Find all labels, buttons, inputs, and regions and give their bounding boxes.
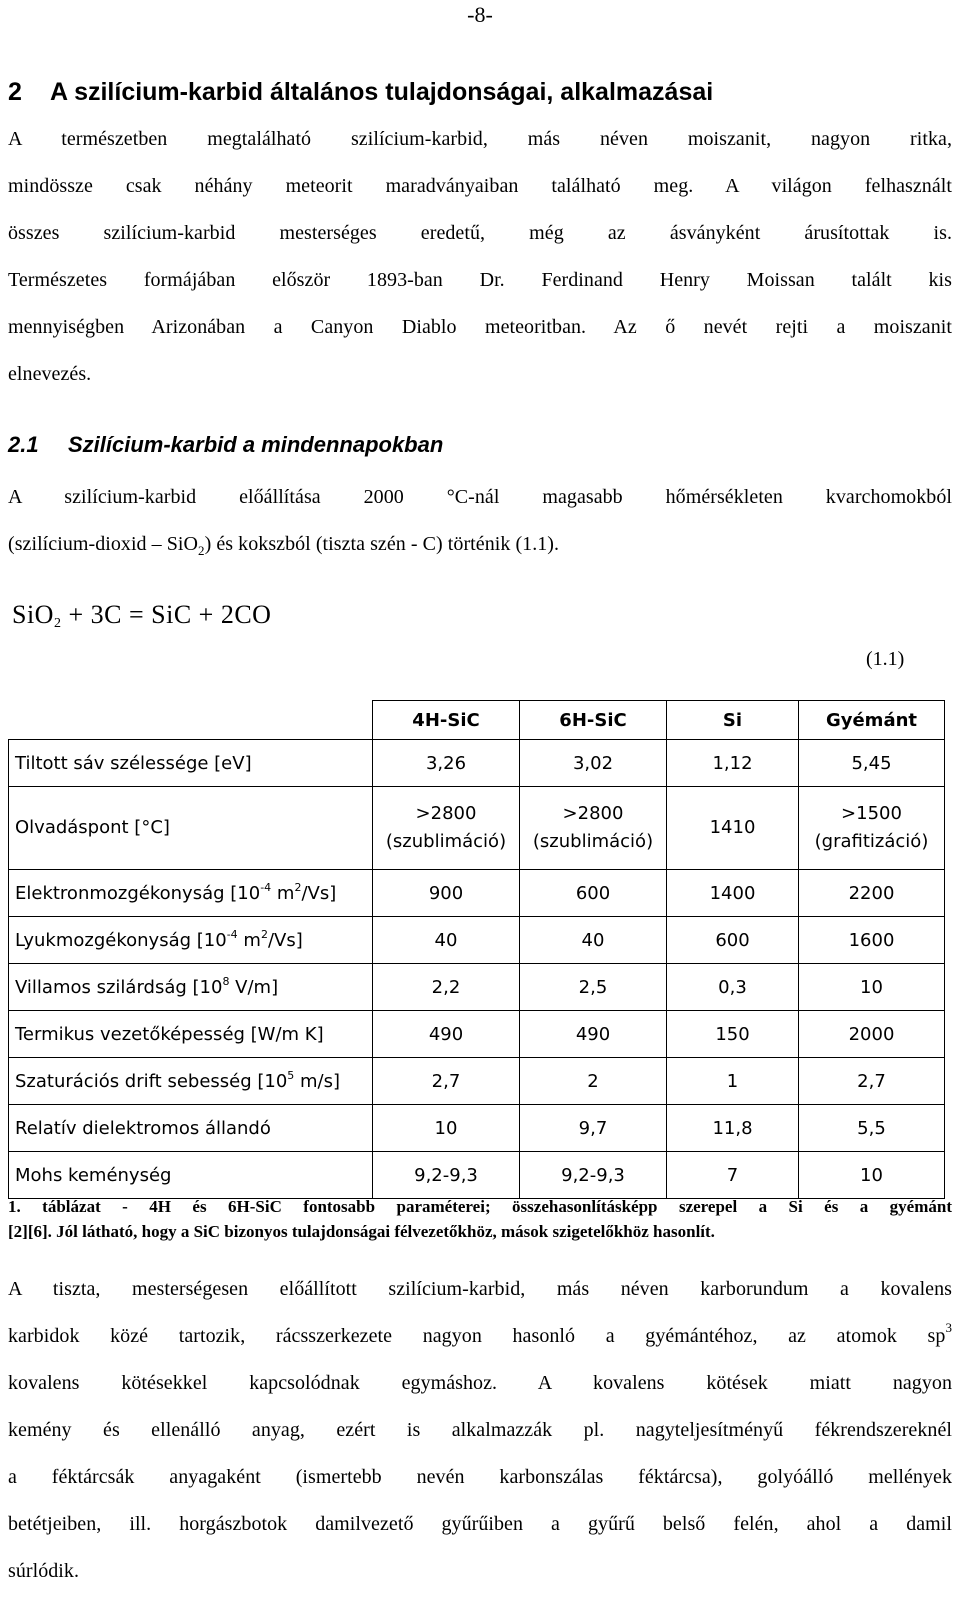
section-number: 2: [8, 78, 22, 106]
table-cell: >2800 (szublimáció): [520, 787, 667, 870]
table-cell: 40: [373, 917, 520, 964]
table-cell: >1500 (grafitizáció): [799, 787, 945, 870]
final-line-text: karbidok közé tartozik, rácsszerkezete nagyon hasonló a gyémántéhoz, az atomok sp: [8, 1325, 946, 1347]
equation-number: (1.1): [866, 648, 905, 670]
equation-lhs: SiO: [12, 600, 54, 629]
sub-line-2-rest: ) és kokszból (tiszta szén - C) történik (1.1).: [204, 533, 560, 555]
row-label: [9, 870, 373, 917]
row-label-text: Elektronmozgékonyság [10: [15, 882, 261, 904]
row-label: Termikus vezetőképesség [W/m K]: [9, 1011, 373, 1058]
final-line: a féktárcsák anyagaként (ismertebb nevén karbonszálas féktárcsa), golyóálló mellények: [8, 1466, 952, 1488]
table-row: [9, 740, 945, 787]
table-header-cell: Si: [667, 701, 799, 740]
table-row: [9, 870, 945, 917]
subsection-number: 2.1: [8, 432, 39, 457]
table-cell: 2200: [799, 870, 945, 917]
caption-line: 1. táblázat - 4H és 6H-SiC fontosabb paraméterei; összehasonlításképp szerepel a Si és a gyémánt: [8, 1197, 952, 1216]
superscript: -4: [260, 880, 272, 894]
table-caption: [8, 1194, 952, 1244]
intro-line: mindössze csak néhány meteorit maradványaiban található meg. A világon felhasznált: [8, 175, 952, 197]
table-cell: 2000: [799, 1011, 945, 1058]
superscript: 5: [287, 1068, 295, 1082]
properties-table: [8, 700, 945, 1199]
table-row: [9, 787, 945, 870]
table-cell: 150: [667, 1011, 799, 1058]
sub-line-2-text: (szilícium-dioxid – SiO: [8, 533, 199, 555]
table-cell: 10: [799, 1152, 945, 1199]
superscript: 8: [222, 974, 230, 988]
table-cell: >2800 (szublimáció): [373, 787, 520, 870]
row-label: Relatív dielektromos állandó: [9, 1105, 373, 1152]
sub-line-1: A szilícium-karbid előállítása 2000 °C-nál magasabb hőmérsékleten kvarchomokból: [8, 486, 952, 508]
row-label: Mohs keménység: [9, 1152, 373, 1199]
table-cell: 0,3: [667, 964, 799, 1011]
superscript: -4: [226, 927, 238, 941]
final-line: betétjeiben, ill. horgászbotok damilvezető gyűrűiben a gyűrű belső felén, ahol a damil: [8, 1513, 952, 1535]
final-line: A tiszta, mesterségesen előállított szilícium-karbid, más néven karborundum a kovalens: [8, 1278, 952, 1300]
final-line: kovalens kötésekkel kapcsolódnak egymáshoz. A kovalens kötések miatt nagyon: [8, 1372, 952, 1394]
superscript: 3: [945, 1320, 952, 1335]
table-cell: 2,5: [520, 964, 667, 1011]
row-label-text: m/s]: [294, 1070, 341, 1092]
table-header-cell: 6H-SiC: [520, 701, 667, 740]
row-label-text: Lyukmozgékonyság [10: [15, 929, 227, 951]
row-label-text: /Vs]: [267, 929, 303, 951]
row-label-text: Villamos szilárdság [10: [15, 976, 223, 998]
table-corner-cell: [9, 701, 373, 740]
table-cell: 1600: [799, 917, 945, 964]
table-cell: 2,7: [799, 1058, 945, 1105]
final-paragraph: [8, 1266, 952, 1595]
table-cell: 490: [373, 1011, 520, 1058]
subscript: 2: [198, 543, 205, 558]
equation-rest: + 3C = SiC + 2CO: [61, 600, 272, 629]
row-label: Tiltott sáv szélessége [eV]: [9, 740, 373, 787]
table-cell: 1410: [667, 787, 799, 870]
row-label-text: m: [271, 882, 295, 904]
equation: [12, 600, 271, 632]
table-row: [9, 917, 945, 964]
table-cell: 900: [373, 870, 520, 917]
table-cell: 1: [667, 1058, 799, 1105]
table-cell: 10: [799, 964, 945, 1011]
intro-line: Természetes formájában először 1893-ban Dr. Ferdinand Henry Moissan talált kis: [8, 269, 952, 291]
intro-line: mennyiségben Arizonában a Canyon Diablo meteoritban. Az ő nevét rejti a moiszanit: [8, 316, 952, 338]
sub-line-2: [8, 521, 952, 568]
subsection-paragraph: [8, 474, 952, 568]
table-cell: 7: [667, 1152, 799, 1199]
row-label: [9, 1058, 373, 1105]
table-cell: 9,7: [520, 1105, 667, 1152]
table-cell: 3,02: [520, 740, 667, 787]
table-cell: 9,2-9,3: [373, 1152, 520, 1199]
table-row: [9, 1105, 945, 1152]
table-cell: 600: [667, 917, 799, 964]
table-header-row: [9, 701, 945, 740]
subsection-title: Szilícium-karbid a mindennapokban: [68, 432, 444, 457]
table-header-cell: Gyémánt: [799, 701, 945, 740]
section-title: A szilícium-karbid általános tulajdonságai, alkalmazásai: [50, 78, 714, 106]
table-cell: 1400: [667, 870, 799, 917]
table-cell: 11,8: [667, 1105, 799, 1152]
row-label-text: /Vs]: [301, 882, 337, 904]
row-label: Olvadáspont [°C]: [9, 787, 373, 870]
table-row: [9, 1011, 945, 1058]
table-cell: 600: [520, 870, 667, 917]
row-label-text: m: [237, 929, 261, 951]
page-number: -8-: [467, 2, 493, 27]
intro-paragraph: [8, 116, 952, 398]
table-cell: 2: [520, 1058, 667, 1105]
row-label: [9, 964, 373, 1011]
intro-line: összes szilícium-karbid mesterséges eredetű, még az ásványként árusítottak is.: [8, 222, 952, 244]
table-header-cell: 4H-SiC: [373, 701, 520, 740]
table-row: [9, 1058, 945, 1105]
final-line: kemény és ellenálló anyag, ezért is alkalmazzák pl. nagyteljesítményű fékrendszereknél: [8, 1419, 952, 1441]
table-cell: 40: [520, 917, 667, 964]
table-cell: 490: [520, 1011, 667, 1058]
row-label: [9, 917, 373, 964]
intro-line: elnevezés.: [8, 363, 92, 385]
intro-line: A természetben megtalálható szilícium-karbid, más néven moiszanit, nagyon ritka,: [8, 128, 952, 150]
table-cell: 2,2: [373, 964, 520, 1011]
superscript: 2: [294, 880, 302, 894]
final-line: súrlódik.: [8, 1560, 80, 1582]
table-cell: 2,7: [373, 1058, 520, 1105]
table-row: [9, 1152, 945, 1199]
row-label-text: Szaturációs drift sebesség [10: [15, 1070, 288, 1092]
final-line-with-sup: [8, 1313, 952, 1360]
subsection-heading: [8, 432, 443, 458]
table-cell: 3,26: [373, 740, 520, 787]
table-cell: 5,45: [799, 740, 945, 787]
caption-line: [2][6]. Jól látható, hogy a SiC bizonyos tulajdonságai félvezetőkhöz, mások szigetelőkhöz hasonlít.: [8, 1222, 715, 1241]
table-cell: 10: [373, 1105, 520, 1152]
table-cell: 5,5: [799, 1105, 945, 1152]
table-row: [9, 964, 945, 1011]
row-label-text: V/m]: [229, 976, 279, 998]
table-cell: 1,12: [667, 740, 799, 787]
superscript: 2: [260, 927, 268, 941]
equation-subscript: 2: [53, 616, 62, 631]
table-cell: 9,2-9,3: [520, 1152, 667, 1199]
section-heading: [8, 78, 713, 107]
